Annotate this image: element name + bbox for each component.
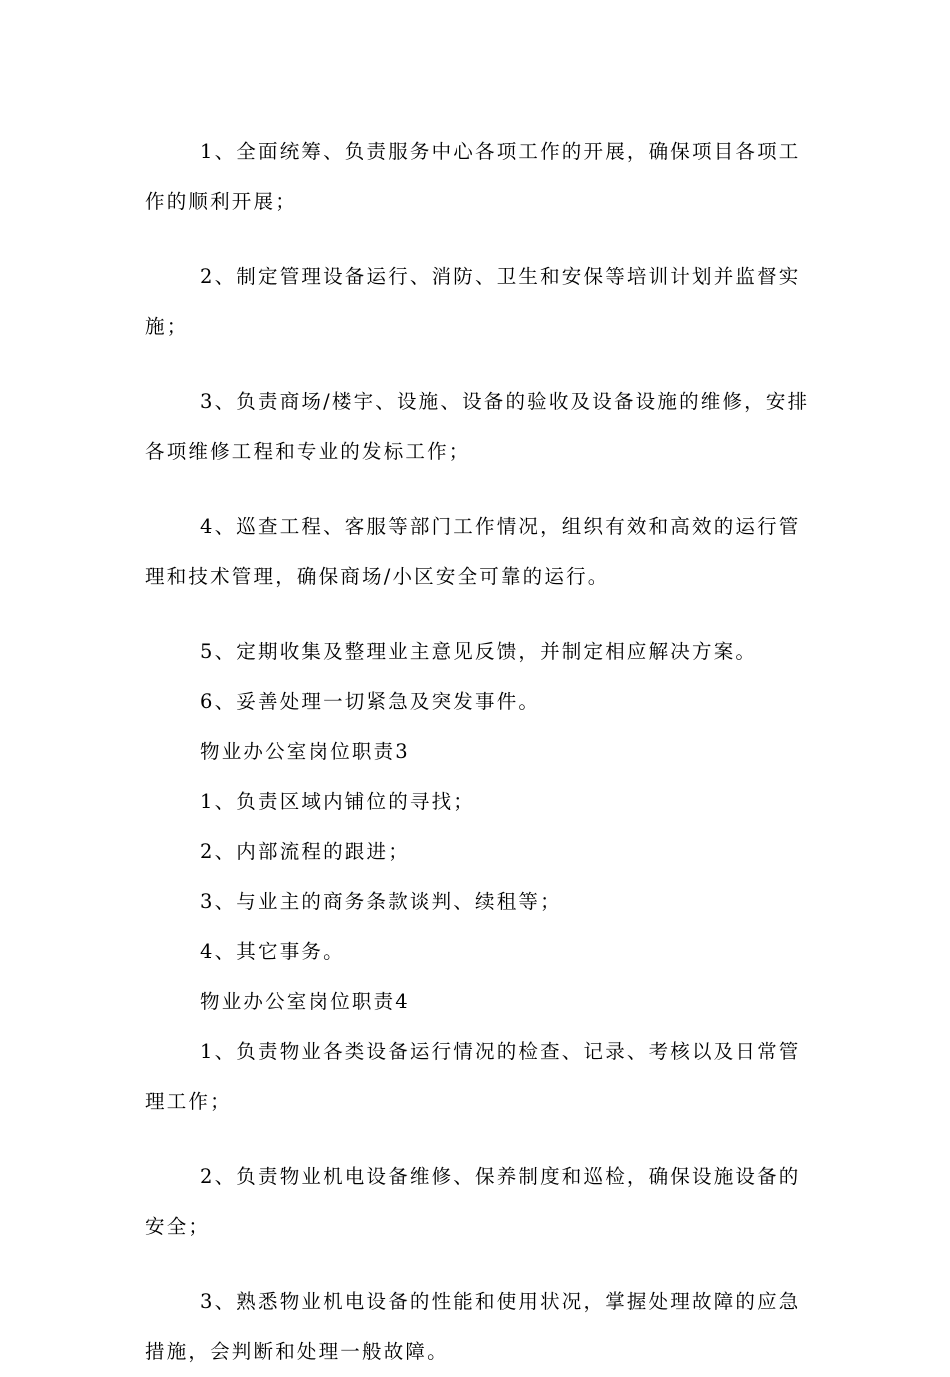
section4-item-3: 3、熟悉物业机电设备的性能和使用状况，掌握处理故障的应急措施，会判断和处理一般故障。 — [145, 1290, 801, 1363]
document-body — [145, 127, 810, 1377]
section3-title: 物业办公室岗位职责3 — [200, 740, 410, 763]
section2-item-6: 6、妥善处理一切紧急及突发事件。 — [200, 690, 541, 713]
section4-title: 物业办公室岗位职责4 — [200, 990, 410, 1013]
section2-item-5: 5、定期收集及整理业主意见反馈，并制定相应解决方案。 — [200, 640, 758, 663]
section2-item-4: 4、巡查工程、客服等部门工作情况，组织有效和高效的运行管理和技术管理，确保商场/小区安全可靠的运行。 — [145, 515, 801, 588]
section4-item-1: 1、负责物业各类设备运行情况的检查、记录、考核以及日常管理工作； — [145, 1040, 801, 1113]
section2-item-2: 2、制定管理设备运行、消防、卫生和安保等培训计划并监督实施； — [145, 265, 801, 338]
section4-item-2: 2、负责物业机电设备维修、保养制度和巡检，确保设施设备的安全； — [145, 1165, 801, 1238]
section2-item-3: 3、负责商场/楼宇、设施、设备的验收及设备设施的维修，安排各项维修工程和专业的发标工作； — [145, 390, 810, 463]
section2-item-1: 1、全面统筹、负责服务中心各项工作的开展，确保项目各项工作的顺利开展； — [145, 140, 801, 213]
section3-item-1: 1、负责区域内铺位的寻找； — [200, 790, 476, 813]
section3-item-4: 4、其它事务。 — [200, 940, 345, 963]
section3-item-2: 2、内部流程的跟进； — [200, 840, 410, 863]
section3-item-3: 3、与业主的商务条款谈判、续租等； — [200, 890, 562, 913]
